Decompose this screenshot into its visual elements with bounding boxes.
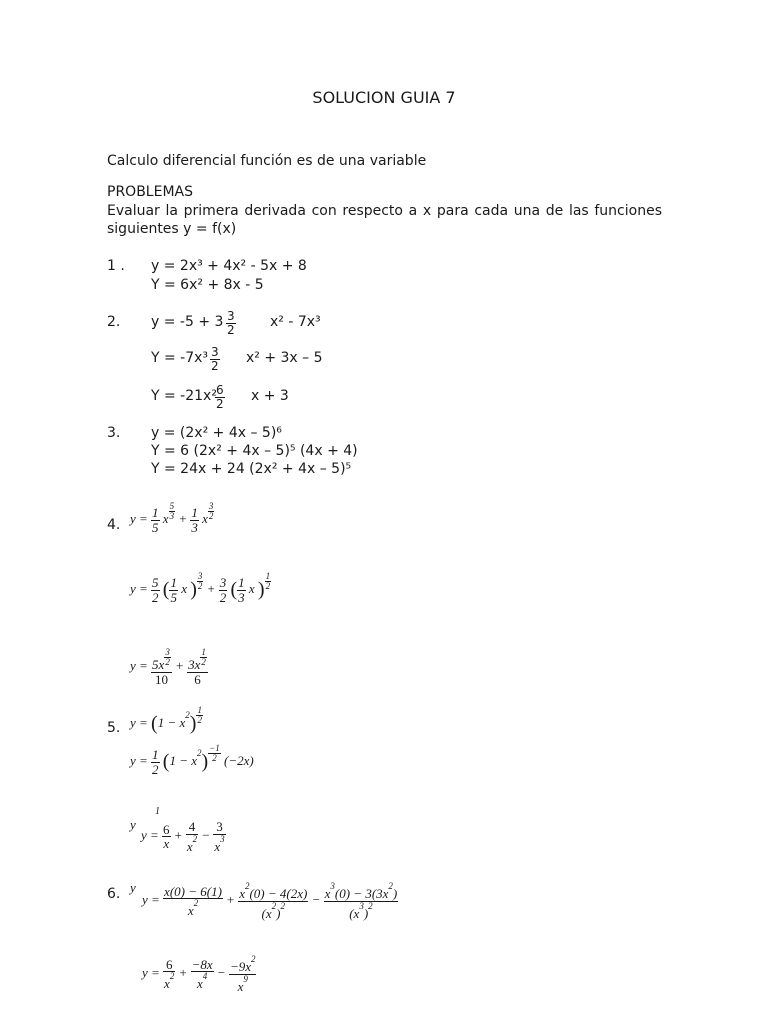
problem-2-line-1-fraction xyxy=(226,310,236,336)
fraction-denominator: 2 xyxy=(227,322,235,337)
page-title: SOLUCION GUIA 7 xyxy=(312,88,456,107)
problem-5-equation-3: y = $\frac{6}{x}$ + $\frac{4}{x^2}$ − $\frac{3}{x^3}$ xyxy=(141,819,225,854)
problem-3-function: y = (2x² + 4x – 5)⁶ xyxy=(151,425,282,441)
fraction-numerator: 6 xyxy=(216,383,224,397)
problem-2-line-1-left: y = -5 + 3 xyxy=(151,314,224,330)
problem-2-line-2-right: x² + 3x – 5 xyxy=(246,350,323,366)
problem-2-line-3-fraction xyxy=(215,384,225,410)
problem-3-derivative-2: Y = 24x + 24 (2x² + 4x – 5)⁵ xyxy=(151,461,352,477)
problem-2-line-2-left: Y = -7x³ xyxy=(151,350,209,366)
fraction-denominator: 2 xyxy=(211,358,219,373)
problem-4-equation-3: y = 5x $^{\frac{3}{2}}$ 10 + 3x $^{\frac{1}{2}}$ 6 xyxy=(130,647,206,687)
problem-5-number: 5. xyxy=(107,720,121,736)
problem-2-line-2-fraction xyxy=(210,346,220,372)
problem-2-line-3-right: x + 3 xyxy=(251,388,289,404)
problem-6-equation-1: y = $\frac{x(0) - 6(1)}{x^2}$ + $\frac{x^2(0) - 4(2x)}{(x^2)^2}$ − $\frac{x^3(0) - 3(3x^2)}{(x^3)^2}$ xyxy=(142,881,398,921)
problem-3-number: 3. xyxy=(107,425,121,441)
fraction-denominator: 2 xyxy=(216,396,224,411)
problem-5-equation-1: $y = (1 - x^2)$ $^{\frac{1}{2}}$ xyxy=(130,705,202,735)
problem-2-number: 2. xyxy=(107,314,121,330)
problem-4-number: 4. xyxy=(107,517,121,533)
problem-4-equation-1: y = $\frac{1}{5}$ x $^{\frac{5}{3}}$ + $\frac{1}{3}$ x $^{\frac{3}{2}}$ xyxy=(130,501,214,535)
problem-1-number: 1 . xyxy=(107,258,125,274)
section-heading: PROBLEMAS xyxy=(107,184,193,200)
problem-6-equation-2: y = $\frac{6}{x^2}$ + $\frac{-8x}{x^4}$ − $\frac{-9x^2}{x^9}$ xyxy=(142,954,256,994)
problem-5-prime-mark: 1 xyxy=(155,806,160,817)
problem-6-number: 6. xyxy=(107,886,121,902)
instructions-line-2: siguientes y = f(x) xyxy=(107,221,237,237)
problem-2-line-1-right: x² - 7x³ xyxy=(270,314,321,330)
problem-4-equation-2: y = $\frac{5}{2}$ ( $\frac{1}{5}$ x ) $^{\frac{3}{2}}$ + $\frac{3}{2}$ ( $\frac{1}{3}$ x ) $^{\frac{1}{2}}$ xyxy=(130,571,271,605)
fraction-numerator: 3 xyxy=(211,345,219,359)
problem-1-function: y = 2x³ + 4x² - 5x + 8 xyxy=(151,258,307,274)
problem-2-line-3-left: Y = -21x² xyxy=(151,388,217,404)
problem-5-prime-y: y xyxy=(130,817,136,832)
subtitle: Calculo diferencial función es de una variable xyxy=(107,153,427,169)
problem-5-equation-2: y = $\frac{1}{2}$ $(1 - x^2)$ $^{\frac{-1}{2}}$ (−2x) xyxy=(130,743,254,777)
problem-1-derivative: Y = 6x² + 8x - 5 xyxy=(151,277,264,293)
fraction-numerator: 3 xyxy=(227,309,235,323)
problem-6-prime-y: y xyxy=(130,880,136,895)
problem-3-derivative-1: Y = 6 (2x² + 4x – 5)⁵ (4x + 4) xyxy=(151,443,358,459)
instructions-line-1: Evaluar la primera derivada con respecto a x para cada una de las funciones xyxy=(107,203,662,219)
